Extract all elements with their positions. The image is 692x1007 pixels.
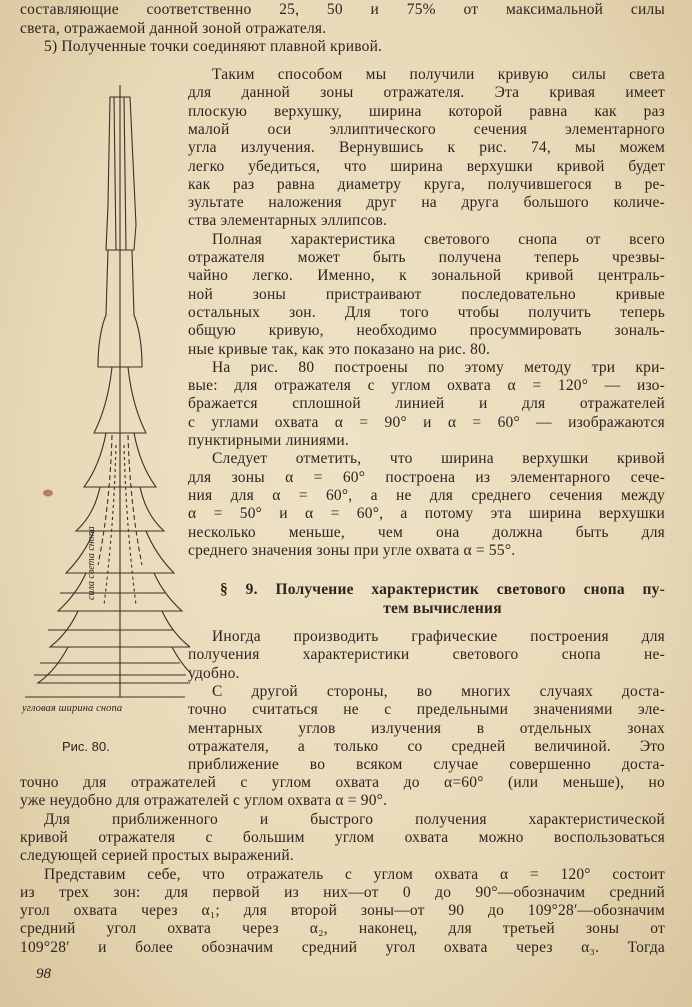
text-line: следующей серией простых выражений. — [20, 847, 294, 865]
text-line: Для приближенного и быстрого получения характеристической — [44, 810, 665, 828]
page-number: 98 — [36, 966, 51, 982]
text-line: бражается сплошной линией и для отражателей — [188, 395, 665, 413]
section-heading: тем вычисления — [383, 600, 502, 617]
figure-axis-label: угловая ширина снопа — [22, 703, 123, 714]
text-line: угла излучения. Вернувшись к рис. 74, мы можем — [188, 139, 665, 157]
text-line: удобно. — [188, 664, 240, 682]
text-line: α = 50° и α = 60°, а потому эта ширина верхушки — [188, 505, 665, 523]
text-line: На рис. 80 построены по этому методу три кри- — [212, 358, 665, 376]
text-line: приближение во всяком случае совершенно доста- — [188, 756, 665, 774]
text-line: Полная характеристика светового снопа от всего — [212, 230, 665, 248]
text-line: составляющие соответственно 25, 50 и 75% от максимальной силы — [20, 1, 665, 18]
text-line: остальных зон. Для того чтобы получить теперь — [188, 303, 665, 321]
text-line: плоскую верхушку, ширина которой равна как раз — [188, 102, 665, 120]
figure-vertical-label: сила света снопа — [86, 526, 97, 600]
text-line: ния для α = 60°, а не для среднего сечения между — [188, 486, 665, 504]
text-line: 5) Полученные точки соединяют плавной кривой. — [44, 38, 383, 56]
text-line: ные кривые так, как это показано на рис. 80. — [188, 340, 491, 358]
text-line: для зоны α = 60° построена из элементарного сече- — [188, 468, 665, 486]
text-line: Следует отметить, что ширина верхушки кривой — [212, 450, 665, 468]
text-line: Таким способом мы получили кривую силы света — [212, 66, 665, 83]
text-line: легко убедиться, что ширина верхушки кривой будет — [188, 157, 665, 175]
text-line: из трех зон: для первой из них—от 0 до 90°—обозначим средний — [20, 883, 665, 901]
text-line: точно для отражателей с углом охвата до α=60° (или меньше), но — [20, 774, 665, 791]
text-line: среднего значения зоны при угле охвата α = 55°. — [188, 541, 516, 559]
text-line: точно считаться не с предельными значениями эле- — [188, 701, 665, 719]
text-line: ной зоны пристраивают последовательно кривые — [188, 285, 665, 303]
text-line: С другой стороны, во многих случаях доста- — [212, 682, 665, 700]
text-line: ства элементарных эллипсов. — [188, 212, 388, 230]
text-line: пунктирными линиями. — [188, 432, 349, 449]
text-line: общую кривую, необходимо просуммировать зональ- — [188, 322, 665, 340]
text-line: света, отражаемой данной зоной отражателя. — [20, 19, 327, 37]
text-line: Иногда производить графические построения для — [212, 628, 665, 645]
text-line: зультате наложения друг на друга большого количе- — [188, 194, 665, 212]
text-line: ментарных углов излучения в отдельных зонах — [188, 719, 665, 737]
section-heading: § 9. Получение характеристик светового снопа пу- — [220, 581, 665, 598]
text-line: получения характеристики светового снопа не- — [188, 646, 665, 664]
figure-80-light-beam-curves — [20, 85, 190, 705]
text-line: отражателя, а только со средней величиной. Это — [188, 737, 665, 755]
text-line: Представим себе, что отражатель с углом охвата α = 120° состоит — [44, 865, 665, 883]
text-line: 109°28′ и более обозначим средний угол охвата через α₃. Тогда — [20, 938, 665, 956]
text-line: малой оси эллиптического сечения элементарного — [188, 120, 665, 138]
text-line: вые: для отражателя с углом охвата α = 120° — изо- — [188, 377, 665, 395]
text-line: с углами охвата α = 90° и α = 60° — изображаются — [188, 413, 665, 431]
text-line: как раз равна диаметру круга, получившегося в ре- — [188, 175, 665, 193]
text-line: отражателя может быть получена теперь чрезвы- — [188, 249, 665, 266]
text-line: угол охвата через α₁; для второй зоны—от 90 до 109°28′—обозначим — [20, 902, 665, 920]
text-line: чайно легко. Именно, к зональной кривой централь- — [188, 267, 665, 285]
text-line: для данной зоны отражателя. Эта кривая имеет — [188, 84, 665, 102]
text-line: уже неудобно для отражателей с углом охвата α = 90°. — [20, 792, 388, 810]
figure-caption: Рис. 80. — [62, 739, 110, 754]
text-line: кривой отражателя с большим углом охвата можно воспользоваться — [20, 828, 665, 846]
text-line: средний угол охвата через α₂, наконец, для третьей зоны от — [20, 920, 665, 938]
text-line: несколько меньше, чем она должна быть для — [188, 523, 665, 541]
